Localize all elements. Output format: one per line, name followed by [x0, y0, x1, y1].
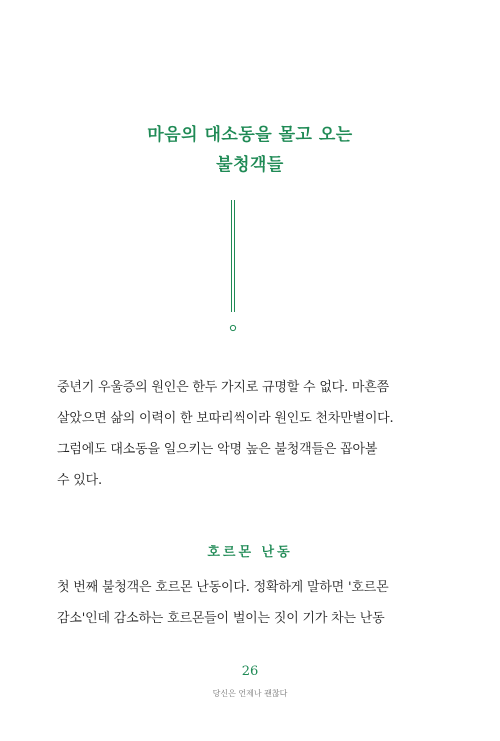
paragraph-line: 그럼에도 대소동을 일으키는 악명 높은 불청객들은 꼽아볼 — [57, 442, 378, 457]
body-paragraph-1 — [57, 372, 447, 496]
section-heading: 호르몬 난동 — [207, 545, 293, 560]
ornament-divider-icon — [229, 200, 237, 336]
chapter-title-line-2: 불청객들 — [216, 155, 284, 175]
paragraph-line: 감소'인데 감소하는 호르몬들이 벌이는 짓이 기가 차는 난동 — [57, 611, 385, 626]
paragraph-line: 첫 번째 불청객은 호르몬 난동이다. 정확하게 말하면 '호르몬 — [57, 580, 389, 595]
paragraph-line: 수 있다. — [57, 473, 102, 488]
paragraph-line: 중년기 우울증의 원인은 한두 가지로 규명할 수 없다. 마흔쯤 — [57, 380, 389, 395]
page-number: 26 — [241, 664, 259, 679]
chapter-title-line-1: 마음의 대소동을 몰고 오는 — [147, 125, 353, 145]
running-footer-book-title: 당신은 언제나 괜찮다 — [212, 689, 288, 698]
paragraph-line: 살았으면 삶의 이력이 한 보따리씩이라 원인도 천차만별이다. — [57, 411, 394, 426]
body-paragraph-2 — [57, 572, 447, 634]
